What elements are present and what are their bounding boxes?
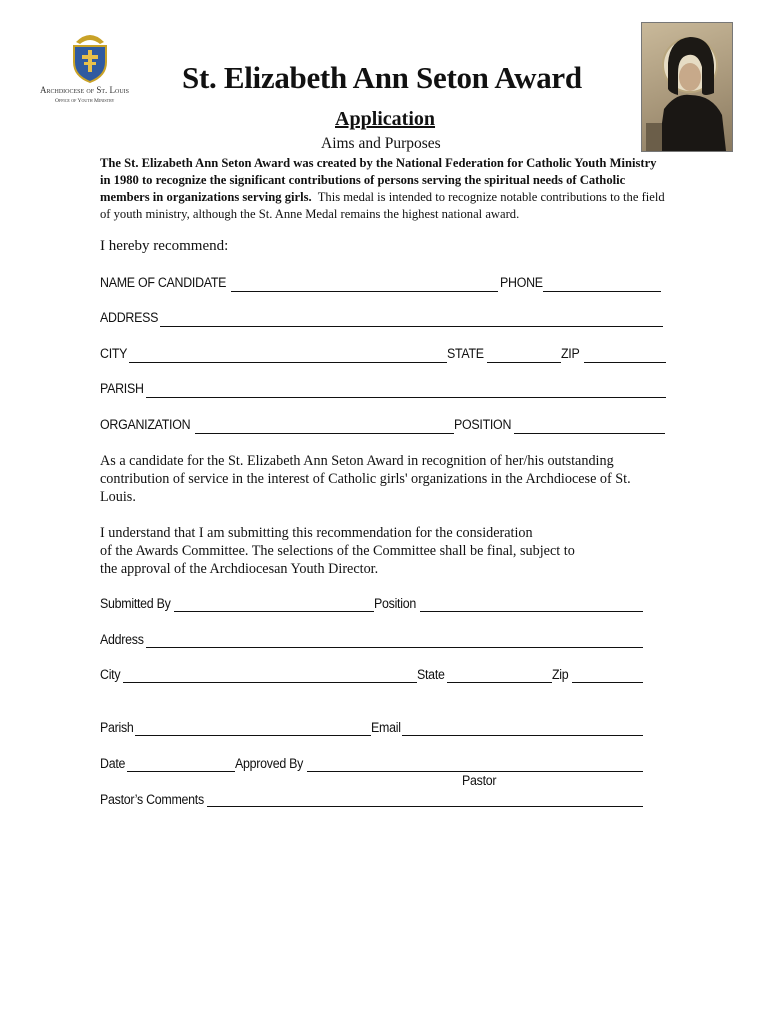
submitter-email-label: Email xyxy=(371,720,401,735)
candidate-zip-field[interactable] xyxy=(584,362,666,363)
candidate-statement: As a candidate for the St. Elizabeth Ann Seton Award in recognition of her/his outstanding contribution of service in the interest of Catholic girls' organizations in the Archdiocese of St. Louis. xyxy=(100,453,631,505)
candidate-state-field[interactable] xyxy=(487,362,561,363)
candidate-position-field[interactable] xyxy=(514,433,665,434)
submitter-email-field[interactable] xyxy=(402,735,643,736)
date-field[interactable] xyxy=(127,771,235,772)
submitted-by-field[interactable] xyxy=(174,611,374,612)
crest-icon xyxy=(70,28,110,84)
understanding-line: of the Awards Committee. The selections of the Committee shall be final, subject to xyxy=(100,543,575,559)
understanding-line: the approval of the Archdiocesan Youth Director. xyxy=(100,561,379,577)
understanding-line: I understand that I am submitting this recommendation for the consideration xyxy=(100,525,533,541)
pastors-comments-field[interactable] xyxy=(207,806,643,807)
submitter-zip-label: Zip xyxy=(552,667,569,682)
candidate-address-field[interactable] xyxy=(160,326,663,327)
candidate-phone-label: PHONE xyxy=(500,275,543,290)
approved-by-field[interactable] xyxy=(307,771,643,772)
submitter-city-label: City xyxy=(100,667,121,682)
page-title: St. Elizabeth Ann Seton Award xyxy=(182,60,582,95)
intro-paragraph xyxy=(100,155,670,223)
candidate-position-label: POSITION xyxy=(454,417,512,432)
candidate-city-field[interactable] xyxy=(129,362,447,363)
candidate-zip-label: ZIP xyxy=(561,346,580,361)
candidate-parish-field[interactable] xyxy=(146,397,666,398)
candidate-name-label: NAME OF CANDIDATE xyxy=(100,275,227,290)
org-office: Office of Youth Ministry xyxy=(55,98,115,104)
submitter-state-field[interactable] xyxy=(447,682,552,683)
submitter-address-field[interactable] xyxy=(146,647,643,648)
candidate-organization-field[interactable] xyxy=(195,433,454,434)
submitter-state-label: State xyxy=(417,667,445,682)
submitter-position-label: Position xyxy=(374,596,416,611)
candidate-phone-field[interactable] xyxy=(543,291,661,292)
intro-bold-text: The St. Elizabeth Ann Seton Award was created by the National Federation for Catholic Youth Ministry in 1980 to recognize the significant contributions of persons serving the spiritual needs of Catholic members in organizations serving girls. xyxy=(100,156,657,204)
date-label: Date xyxy=(100,756,126,771)
aims-heading: Aims and Purposes xyxy=(321,135,441,152)
candidate-address-label: ADDRESS xyxy=(100,310,159,325)
submitter-parish-label: Parish xyxy=(100,720,134,735)
understanding-statement xyxy=(100,524,575,578)
approved-by-label: Approved By xyxy=(235,756,304,771)
application-subtitle: Application xyxy=(335,108,436,130)
submitter-zip-field[interactable] xyxy=(572,682,643,683)
candidate-organization-label: ORGANIZATION xyxy=(100,417,191,432)
submitter-position-field[interactable] xyxy=(420,611,643,612)
recommend-text: I hereby recommend: xyxy=(100,238,229,254)
candidate-parish-label: PARISH xyxy=(100,381,144,396)
candidate-name-field[interactable] xyxy=(231,291,498,292)
saint-portrait-image xyxy=(642,23,732,151)
candidate-state-label: STATE xyxy=(447,346,484,361)
org-name: Archdiocese of St. Louis xyxy=(40,85,130,95)
intro-rest-text: This medal is intended to recognize notable contributions to the field of youth ministry, although the St. Anne Medal remains the highest national award. xyxy=(100,190,665,221)
pastor-caption: Pastor xyxy=(462,773,497,788)
submitted-by-label: Submitted By xyxy=(100,596,171,611)
candidate-city-label: CITY xyxy=(100,346,128,361)
archdiocese-logo xyxy=(40,28,150,108)
submitter-parish-field[interactable] xyxy=(135,735,371,736)
submitter-address-label: Address xyxy=(100,632,144,647)
pastors-comments-label: Pastor’s Comments xyxy=(100,792,204,807)
submitter-city-field[interactable] xyxy=(123,682,417,683)
saint-portrait xyxy=(641,22,733,152)
